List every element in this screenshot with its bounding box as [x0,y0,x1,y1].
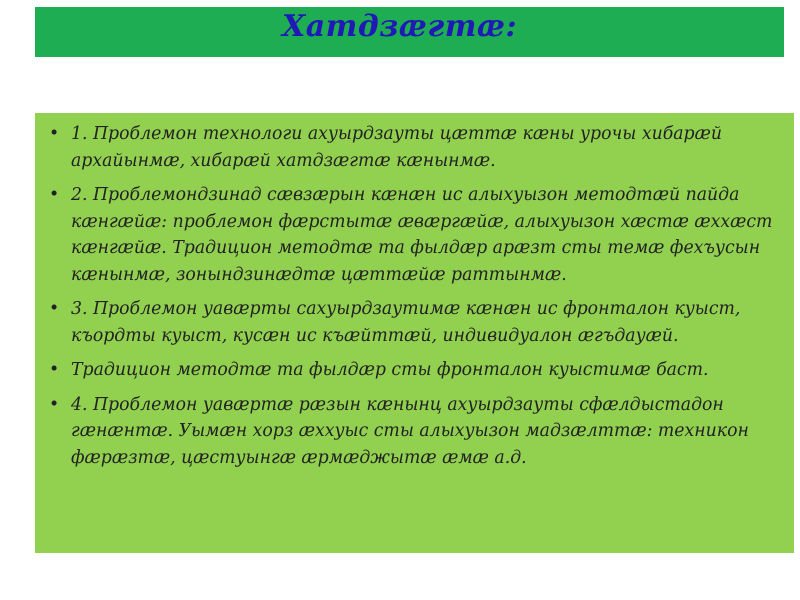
bullet-dot-icon: • [49,185,60,205]
bullet-item [45,392,780,472]
bullet-item [45,182,780,288]
title-bar [35,7,784,57]
bullet-dot-icon: • [49,124,60,144]
bullet-text: 4. Проблемон уавæртæ рæзын кæнынц ахуырдзауты сфæлдыстадон гæнæнтæ. Уымæн хорз æххуыс сты алыхуызон мадзæлттæ: техникон фæрæзтæ, цæстуынгæ æрмæджытæ æмæ а.д. [71,394,749,468]
bullet-item [45,121,780,174]
bullet-text: Традицион методтæ та фылдæр сты фронталон куыстимæ баст. [71,360,709,380]
bullet-dot-icon: • [49,394,60,415]
bullet-text: 3. Проблемон уавæрты сахуырдзаутимæ кæнæн ис фронталон куыст, къордты куыст, кусæн ис къæйттæй, индивидуалон æгъдауæй. [71,299,741,346]
content-panel [35,113,794,553]
bullet-list [45,121,780,471]
bullet-text: 2. Проблемондзинад сæвзæрын кæнæн ис алыхуызон методтæй пайда кæнгæйæ: проблемон фæрстытæ æвæргæйæ, алыхуызон хæстæ æххæст кæнгæйæ. Традицион методтæ та фылдæр арæзт сты темæ фехъусын кæнынмæ, зонындзинæдтæ цæттæйæ раттынмæ. [71,185,773,285]
bullet-item [45,296,780,349]
slide-title: Хатдзæгтæ: [281,8,518,44]
bullet-item [45,357,780,384]
bullet-text: 1. Проблемон технологи ахуырдзауты цæттæ кæны урочы хибарæй архайынмæ, хибарæй хатдзæгтæ кæнынмæ. [71,124,722,171]
bullet-dot-icon: • [49,360,60,380]
bullet-dot-icon: • [49,299,60,319]
